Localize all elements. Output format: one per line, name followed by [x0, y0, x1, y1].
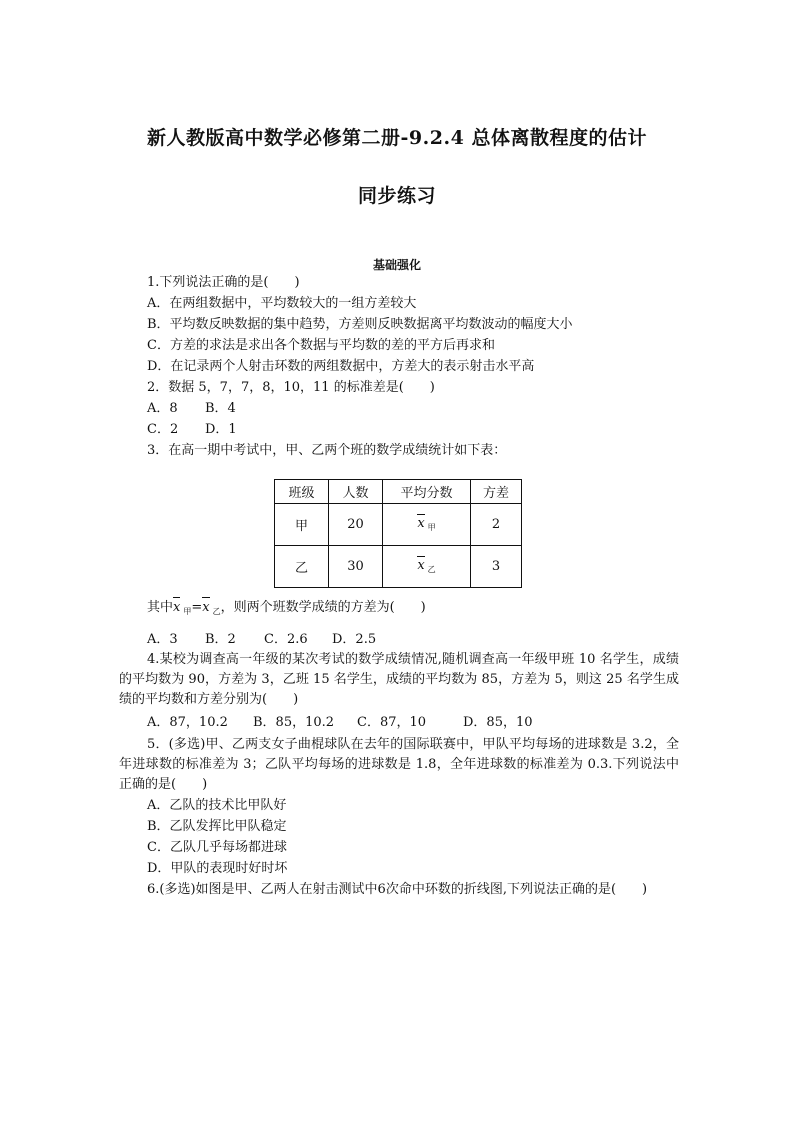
- table-header-cell: 方差: [471, 480, 522, 504]
- q4-stem: 4.某校为调查高一年级的某次考试的数学成绩情况,随机调查高一年级甲班 10 名学生，成绩的平均数为 90，方差为 3，乙班 15 名学生，成绩的平均数为 85，方差为 5，则这 25 名学生成绩的平均数和方差分别为( ): [119, 652, 679, 707]
- q4-option-d: D．85，10: [463, 715, 533, 730]
- mean-symbol: x: [173, 600, 181, 615]
- table-cell-variance: 3: [471, 546, 522, 588]
- table-header-cell: 平均分数: [383, 480, 471, 504]
- mean-symbol: x: [202, 600, 210, 615]
- mean-subscript: 甲: [427, 523, 436, 532]
- table-cell-count: 20: [329, 504, 383, 546]
- class-stats-table: [274, 479, 522, 588]
- q5-option-b: B．乙队发挥比甲队稳定: [147, 819, 287, 834]
- table-cell-variance: 2: [471, 504, 522, 546]
- q1-option-a: A．在两组数据中，平均数较大的一组方差较大: [147, 296, 417, 311]
- q2-options-row1: [147, 400, 236, 418]
- q1-option-d: D．在记录两个人射击环数的两组数据中，方差大的表示射击水平高: [147, 359, 535, 374]
- q5-stem: 5．(多选)甲、乙两支女子曲棍球队在去年的国际联赛中，甲队平均每场的进球数是 3.2，全年进球数的标准差为 3；乙队平均每场的进球数是 1.8，全年进球数的标准差为 0.3.下列说法中正确的是( ): [119, 737, 679, 792]
- q2-options-row2: [147, 421, 237, 439]
- mean-symbol: x: [417, 516, 425, 531]
- q4-option-b: B．85，10.2: [253, 715, 335, 730]
- q4-option-a: A．87，10.2: [147, 715, 228, 730]
- table-cell-mean: [383, 504, 471, 546]
- q3-option-a: A．3: [147, 632, 178, 647]
- q6-stem: 6.(多选)如图是甲、乙两人在射击测试中6次命中环数的折线图,下列说法正确的是( ): [147, 882, 648, 897]
- q3-option-d: D．2.5: [332, 632, 377, 647]
- table-row: [275, 546, 522, 588]
- document-subtitle: 同步练习: [357, 185, 436, 207]
- mean-subscript: 甲: [183, 607, 192, 616]
- table-header-row: [275, 480, 522, 504]
- table-cell-count: 30: [329, 546, 383, 588]
- document-title: 新人教版高中数学必修第二册-9.2.4 总体离散程度的估计: [147, 127, 647, 149]
- q4-options: [147, 714, 533, 732]
- q3-options: [147, 631, 376, 649]
- mean-subscript: 乙: [212, 607, 221, 616]
- q5-option-c: C．乙队几乎每场都进球: [147, 840, 287, 855]
- q1-stem: 1.下列说法正确的是( ): [147, 275, 300, 290]
- q2-option-d: D．1: [205, 422, 237, 437]
- q3-followup-prefix: 其中: [147, 600, 174, 615]
- q4-option-c: C．87，10: [357, 715, 427, 730]
- equals-sign: =: [191, 600, 203, 615]
- mean-symbol: x: [417, 558, 425, 573]
- table-row: [275, 504, 522, 546]
- q3-stem: 3．在高一期中考试中，甲、乙两个班的数学成绩统计如下表：: [147, 443, 507, 458]
- q3-followup: [147, 599, 426, 621]
- q5-option-d: D．甲队的表现时好时坏: [147, 861, 288, 876]
- mean-subscript: 乙: [427, 565, 436, 574]
- table-cell-class: 甲: [275, 504, 329, 546]
- section-heading: 基础强化: [372, 258, 421, 272]
- q2-option-a: A．8: [147, 401, 178, 416]
- q3-option-c: C．2.6: [264, 632, 308, 647]
- q3-followup-suffix: ，则两个班数学成绩的方差为( ): [220, 600, 426, 615]
- q2-option-b: B．4: [205, 401, 236, 416]
- table-cell-class: 乙: [275, 546, 329, 588]
- q1-option-b: B．平均数反映数据的集中趋势，方差则反映数据离平均数波动的幅度大小: [147, 317, 573, 332]
- q2-option-c: C．2: [147, 422, 179, 437]
- q5-option-a: A．乙队的技术比甲队好: [147, 798, 287, 813]
- q3-option-b: B．2: [205, 632, 236, 647]
- table-header-cell: 人数: [329, 480, 383, 504]
- q2-stem: 2．数据 5，7，7，8，10，11 的标准差是( ): [147, 380, 435, 395]
- table-header-cell: 班级: [275, 480, 329, 504]
- table-cell-mean: [383, 546, 471, 588]
- q1-option-c: C．方差的求法是求出各个数据与平均数的差的平方后再求和: [147, 338, 495, 353]
